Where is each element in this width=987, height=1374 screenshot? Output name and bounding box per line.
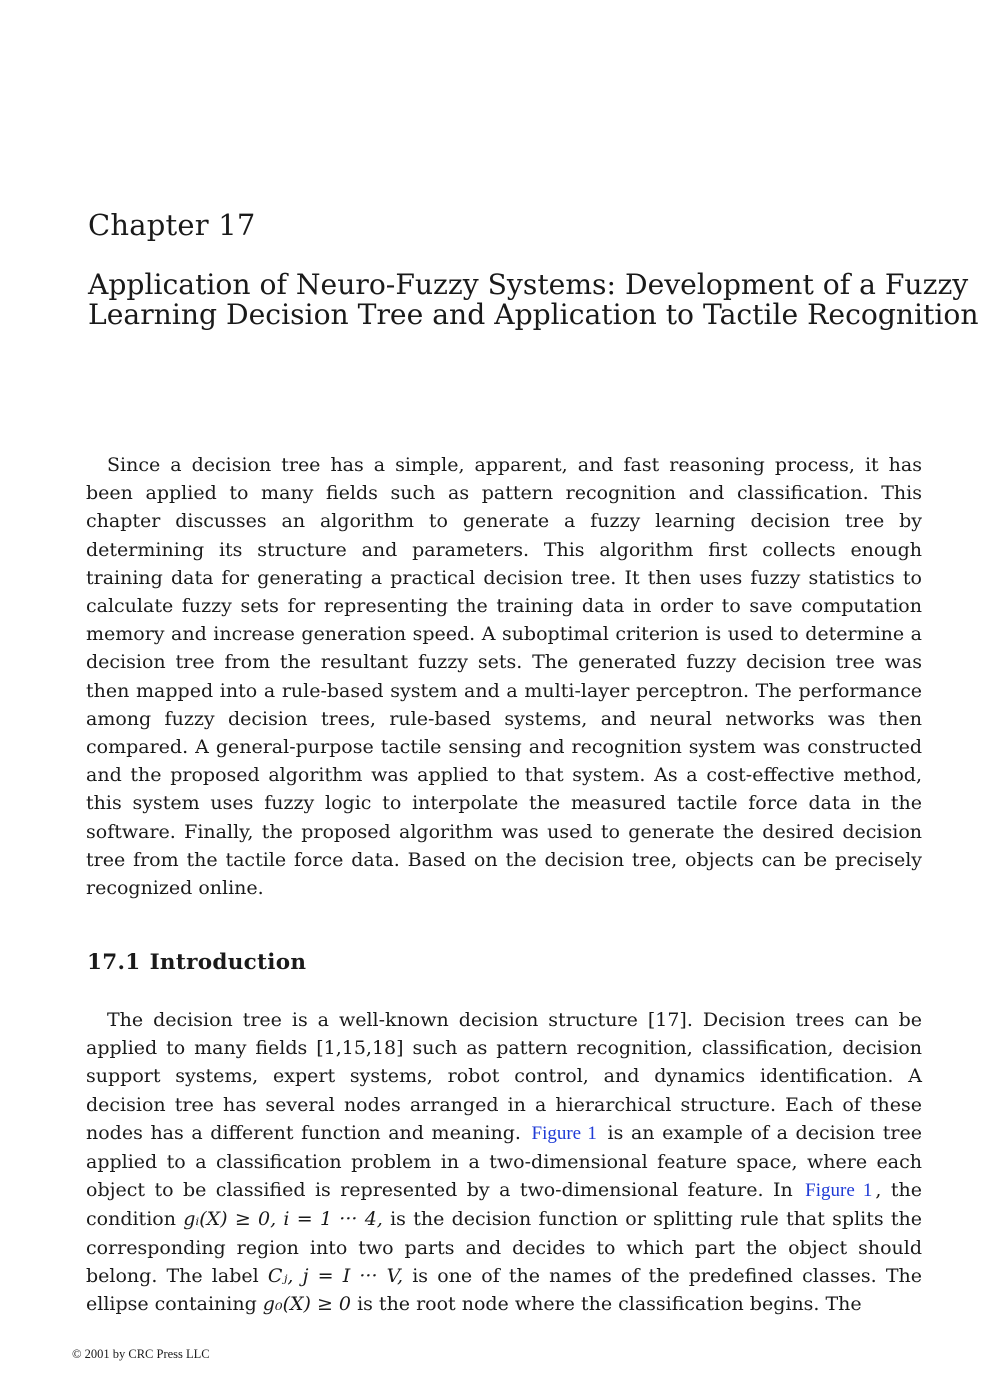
chapter-title-line-2: Learning Decision Tree and Application to Tactile Recognition xyxy=(88,298,979,331)
section-title: Introduction xyxy=(149,950,307,975)
section-number: 17.1 xyxy=(87,950,141,975)
intro-text-6: is the root node where the classification begins. The xyxy=(357,1293,862,1316)
section-heading xyxy=(87,950,306,975)
intro-paragraph xyxy=(86,1006,922,1318)
figure-1-link-second[interactable]: Figure 1 xyxy=(805,1180,873,1202)
figure-1-link[interactable]: Figure 1 xyxy=(531,1122,597,1144)
copyright-footer: © 2001 by CRC Press LLC xyxy=(72,1347,210,1361)
chapter-title-line-1: Application of Neuro-Fuzzy Systems: Development of a Fuzzy xyxy=(88,268,969,301)
math-class-label: Cⱼ, j = I ··· V, xyxy=(267,1264,404,1287)
intro-text-5: is one of the names of the predefined classes. The ellipse containing xyxy=(86,1264,923,1316)
chapter-title xyxy=(88,268,979,331)
math-decision-function: gᵢ(X) ≥ 0, i = 1 ··· 4, xyxy=(183,1208,383,1231)
intro-text-3: , the condition xyxy=(86,1179,922,1231)
intro-text-2: is an example of a decision tree applied to a classification problem in a two-dimensional feature space, where each object to be classified is represented by a two-dimensional feature. In xyxy=(86,1121,922,1202)
math-root-condition: g₀(X) ≥ 0 xyxy=(262,1293,352,1316)
intro-text-4: is the decision function or splitting rule that splits the corresponding region into two parts and decides to which part the object should belong. The label xyxy=(86,1208,923,1287)
chapter-abstract: Since a decision tree has a simple, apparent, and fast reasoning process, it has been applied to many fields such as pattern recognition and classification. This chapter discusses an algorithm to generate a fuzzy learning decision tree by determining its structure and parameters. This algorithm first collects enough training data for generating a practical decision tree. It then uses fuzzy statistics to calculate fuzzy sets for representing the training data in order to save computation memory and increase generation speed. A suboptimal criterion is used to determine a decision tree from the resultant fuzzy sets. The generated fuzzy decision tree was then mapped into a rule-based system and a multi-layer perceptron. The performance among fuzzy decision trees, rule-based systems, and neural networks was then compared. A general-purpose tactile sensing and recognition system was constructed and the proposed algorithm was applied to that system. As a cost-effective method, this system uses fuzzy logic to interpolate the measured tactile force data in the software. Finally, the proposed algorithm was used to generate the desired decision tree from the tactile force data. Based on the decision tree, objects can be precisely recognized online. xyxy=(86,454,922,900)
chapter-label: Chapter 17 xyxy=(88,208,256,242)
intro-text-1: The decision tree is a well-known decision structure [17]. Decision trees can be applied to many fields [1,15,18] such as pattern recognition, classification, decision support systems, expert systems, robot control, and dynamics identification. A decision tree has several nodes arranged in a hierarchical structure. Each of these nodes has a different function and meaning. xyxy=(86,1009,922,1144)
